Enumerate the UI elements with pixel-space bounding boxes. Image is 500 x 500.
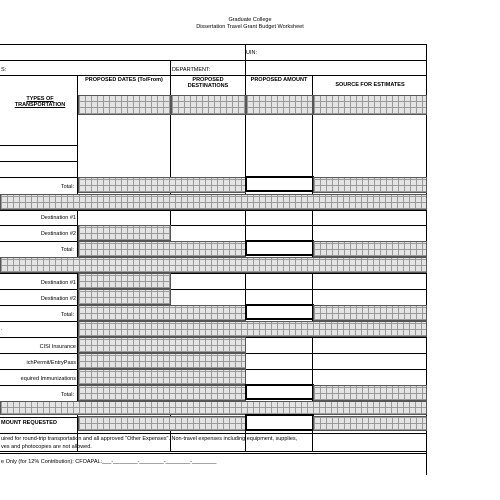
- department-label: DEPARTMENT:: [172, 67, 211, 73]
- column-header-amount: PROPOSED AMOUNT: [250, 77, 308, 83]
- cfoapal-line: e Only (for 12% Contribution): CFOAPAL:___-________-________-________-________: [1, 459, 217, 465]
- meals-total-amount[interactable]: [245, 304, 314, 320]
- shaded-cell: [313, 385, 427, 401]
- divider: [77, 75, 78, 177]
- lodging-destination-1-label: Destination #1: [40, 215, 76, 221]
- amount-requested-total[interactable]: [245, 414, 314, 431]
- worksheet-title: Dissertation Travel Grant Budget Worksheet: [196, 24, 304, 30]
- shaded-cell: [78, 385, 246, 401]
- shaded-cell: [313, 241, 427, 257]
- note-line-2: ves and photocopies are not allowed.: [1, 444, 92, 450]
- shaded-cell: [313, 416, 427, 431]
- shaded-cell: [78, 289, 171, 305]
- section-separator: [0, 194, 427, 210]
- divider: [170, 60, 171, 75]
- institution-name: Graduate College: [228, 17, 272, 23]
- other-total-amount[interactable]: [245, 384, 314, 400]
- lodging-destination-2-label: Destination #2: [40, 231, 76, 237]
- column-header-types: TYPES OF TRANSPORTATION: [14, 96, 66, 108]
- rule: [0, 210, 426, 211]
- rule: [0, 453, 426, 454]
- cisi-insurance-label: CISI Insurance: [39, 344, 76, 350]
- transport-total-amount[interactable]: [245, 176, 314, 192]
- column-header-source: SOURCE FOR ESTIMATES: [335, 82, 405, 88]
- immunizations-label: equired Immunizations: [20, 376, 76, 382]
- other-total-label: Total:: [60, 392, 74, 398]
- rule: [0, 60, 426, 61]
- rule: [0, 161, 77, 162]
- meals-destination-2-label: Destination #2: [40, 296, 76, 302]
- rule: [0, 273, 426, 274]
- meals-total-label: Total:: [60, 312, 74, 318]
- shaded-cell: [313, 95, 427, 115]
- shaded-cell: [246, 95, 313, 115]
- shaded-cell: [313, 305, 427, 321]
- uin-label: UIN:: [246, 50, 257, 56]
- lodging-total-amount[interactable]: [245, 240, 314, 256]
- rule: [0, 289, 426, 290]
- shaded-cell: [78, 177, 246, 193]
- lodging-total-label: Total:: [60, 247, 74, 253]
- other-expenses-heading: .: [1, 326, 3, 332]
- rule: [0, 225, 426, 226]
- name-label: S:: [1, 67, 7, 73]
- shaded-cell: [78, 225, 171, 241]
- rule: [0, 433, 426, 434]
- rule: [0, 451, 426, 452]
- shaded-cell: [78, 305, 246, 321]
- column-header-destinations: PROPOSED DESTINATIONS: [187, 77, 229, 89]
- section-separator: [0, 257, 427, 273]
- amount-requested-label: MOUNT REQUESTED: [1, 420, 57, 426]
- section-separator: [0, 401, 427, 415]
- shaded-cell: [78, 273, 171, 289]
- shaded-cell: [78, 353, 246, 369]
- shaded-cell: [78, 337, 246, 353]
- shaded-cell: [78, 369, 246, 385]
- rule: [0, 145, 77, 146]
- section-separator: [78, 321, 427, 337]
- shaded-cell: [171, 95, 246, 115]
- note-line-1: uired for round-trip transportation and all approved "Other Expenses". Non-travel expenses including equipment, supplies,: [1, 436, 298, 442]
- column-header-dates: PROPOSED DATES (To/From): [85, 77, 163, 83]
- meals-destination-1-label: Destination #1: [40, 280, 76, 286]
- shaded-cell: [78, 241, 246, 257]
- transport-total-label: Total:: [60, 184, 74, 190]
- shaded-cell: [313, 177, 427, 193]
- shaded-cell: [78, 95, 171, 115]
- work-permit-label: ichPermit/EntryPass: [26, 360, 76, 366]
- rule: [0, 75, 426, 76]
- shaded-cell: [78, 416, 246, 431]
